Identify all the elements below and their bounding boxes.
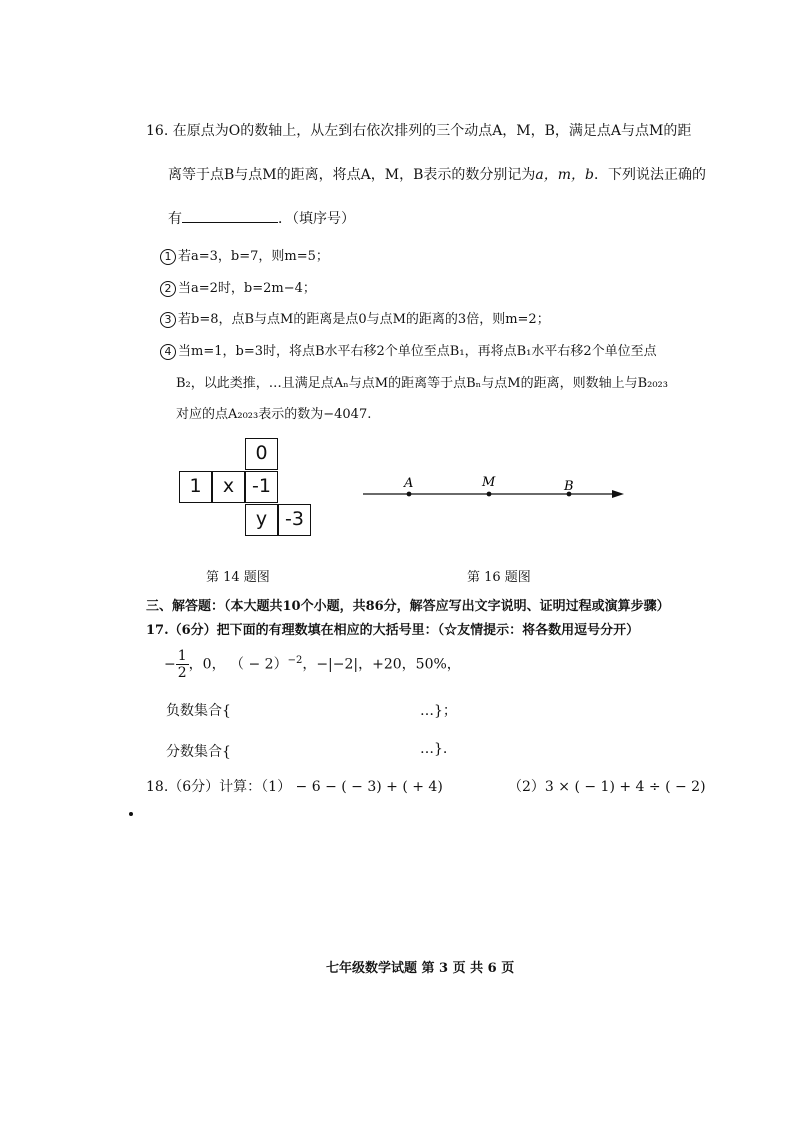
q16-line3 — [168, 208, 355, 228]
q17-fraction — [176, 648, 189, 681]
q16-option-1-text: 若a=3，b=7，则m=5； — [178, 249, 329, 264]
q16-option-4 — [160, 340, 657, 360]
fraction-denominator: 2 — [177, 665, 187, 681]
q16-text-1: 在原点为O的数轴上，从左到右依次排列的三个动点A，M，B，满足点A与点M的距 — [172, 123, 692, 139]
circled-number-4: 4 — [160, 344, 176, 360]
point-m — [487, 492, 492, 497]
label-a: A — [404, 476, 414, 491]
q18-part1: 18.（6分）计算：（1） − 6 − ( − 3) + ( + 4) — [146, 779, 443, 795]
circled-number-1: 1 — [160, 249, 176, 265]
q16-text-3a: 有 — [168, 211, 182, 227]
net-cell-1: 1 — [179, 471, 212, 503]
q16-line1 — [146, 120, 691, 140]
q18-part2: （2）3 × ( − 1) + 4 ÷ ( − 2) — [508, 779, 706, 795]
q16-text-2c: ．下列说法正确的 — [593, 167, 706, 183]
section-3-heading: 三、解答题：（本大题共10个小题，共86分，解答应写出文字说明、证明过程或演算步骤） — [146, 599, 670, 614]
q16-option-4-line3: 对应的点A₂₀₂₃表示的数为−4047. — [176, 407, 372, 422]
q17-numbers — [164, 648, 461, 681]
q17-stem: 17.（6分）把下面的有理数填在相应的大括号里：（☆友情提示：将各数用逗号分开） — [146, 623, 640, 638]
q16-option-2 — [160, 277, 316, 297]
q16-option-3 — [160, 308, 550, 328]
fraction-set-end: …}. — [420, 741, 448, 757]
negative-set-end: …}； — [420, 703, 457, 719]
q17-power-exp: −2 — [287, 654, 303, 666]
q16-option-3-text: 若b=8，点B与点M的距离是点0与点M的距离的3倍，则m=2； — [178, 312, 550, 327]
fraction-set-label: 分数集合{ — [166, 744, 231, 760]
negative-set-label: 负数集合{ — [166, 703, 231, 719]
label-b: B — [564, 479, 574, 494]
q17-minus: − — [164, 656, 176, 673]
q16-option-1 — [160, 245, 329, 265]
q16-text-2a: 离等于点B与点M的距离，将点A，M，B表示的数分别记为 — [168, 167, 536, 183]
circled-number-3: 3 — [160, 312, 176, 328]
caption-fig14: 第 14 题图 — [206, 570, 270, 585]
q17-rest-b: ，−|−2|，+20，50%， — [302, 656, 461, 673]
q16-option-2-text: 当a=2时，b=2m−4； — [178, 281, 316, 296]
net-cell-x: x — [212, 471, 245, 503]
arrow-head-icon — [612, 490, 624, 498]
scan-dot — [129, 812, 133, 816]
q16-number: 16. — [146, 123, 169, 139]
q16-line2 — [168, 164, 706, 184]
net-cell-y: y — [245, 504, 278, 536]
page-footer: 七年级数学试题 第 3 页 共 6 页 — [326, 961, 515, 976]
net-cell-0: 0 — [245, 438, 278, 470]
net-cell-neg3: -3 — [278, 504, 311, 536]
label-m: M — [482, 475, 496, 490]
q16-text-3b: ．（填序号） — [278, 211, 355, 227]
caption-fig16: 第 16 题图 — [467, 570, 531, 585]
q16-option-4-line1: 当m=1，b=3时，将点B水平右移2个单位至点B₁，再将点B₁水平右移2个单位至点 — [178, 344, 657, 359]
fraction-numerator: 1 — [177, 648, 187, 664]
q17-rest-a: ，0， — [188, 656, 226, 673]
point-a — [407, 492, 412, 497]
q16-option-4-line2: B₂，以此类推，…且满足点Aₙ与点M的距离等于点Bₙ与点M的距离，则数轴上与B₂₀₂₃ — [176, 376, 668, 391]
circled-number-2: 2 — [160, 281, 176, 297]
net-cell-neg1: -1 — [245, 471, 278, 503]
number-line-figure — [360, 470, 630, 510]
answer-blank[interactable] — [182, 209, 278, 223]
q17-power-base: （ − 2） — [230, 656, 288, 673]
q16-text-2b: a，m，b — [535, 167, 594, 183]
